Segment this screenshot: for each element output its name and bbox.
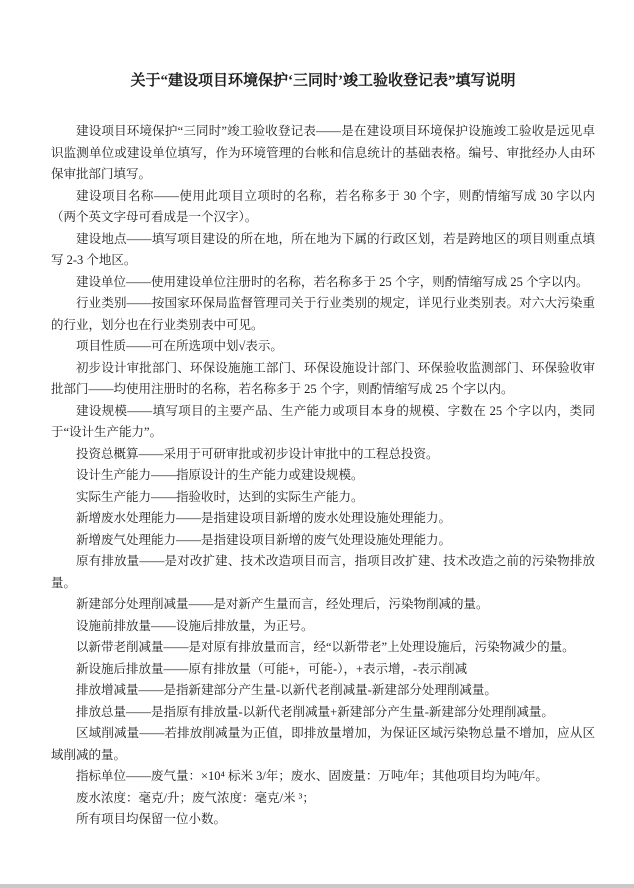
- paragraph-actual-capacity: 实际生产能力——指验收时，达到的实际生产能力。: [76, 489, 364, 504]
- document-page: [51, 70, 595, 831]
- paragraph-total-investment: 投资总概算——采用于可研审批或初步设计审批中的工程总投资。: [76, 446, 439, 461]
- paragraph-new-part-reduction: 新建部分处理削减量——是对新产生量而言，经处理后，污染物削减的量。: [76, 597, 489, 611]
- paragraph-new-wastewater-capacity: 新增废水处理能力——是指建设项目新增的废水处理设施处理能力。: [76, 511, 452, 525]
- paragraph-concentration-units: 废水浓度：毫克/升；废气浓度：毫克/米 ³；: [76, 790, 315, 805]
- paragraph-design-capacity: 设计生产能力——指原设计的生产能力或建设规模。: [76, 468, 364, 482]
- paragraph-original-emission: 原有排放量——是对改扩建、技术改造项目而言，指项目改扩建、技术改造之前的污染物排放量。: [51, 554, 595, 590]
- paragraph-construction-site: 建设地点——填写项目建设的所在地，所在地为下属的行政区划，若是跨地区的项目则重点填写 2-3 个地区。: [51, 231, 595, 267]
- paragraph-project-nature: 项目性质——可在所选项中划√表示。: [76, 339, 283, 353]
- paragraph-decimal-note: 所有项目均保留一位小数。: [76, 812, 227, 826]
- paragraph-new-wastegas-capacity: 新增废气处理能力——是指建设项目新增的废气处理设施处理能力。: [76, 532, 452, 547]
- paragraph-registration-form: 建设项目环境保护“三同时”竣工验收登记表——是在建设项目环境保护设施竣工验收是远见卓识监测单位或建设单位填写，作为环境管理的台帐和信息统计的基础表格。编号、审批经办人由环保审批部门填写。: [51, 124, 595, 181]
- paragraph-emission-change: 排放增减量——是指新建部分产生量-以新代老削减量-新建部分处理削减量。: [76, 683, 497, 697]
- page-bottom-edge: [0, 884, 634, 888]
- paragraph-post-facility-emission: 新设施后排放量——原有排放量（可能+，可能-），+表示增，-表示削减: [76, 661, 468, 676]
- paragraph-construction-unit: 建设单位——使用建设单位注册时的名称，若名称多于 25 个字，则酌情缩写成 25 个字以内。: [76, 274, 589, 289]
- paragraph-industry-category: 行业类别——按国家环保局监督管理司关于行业类别的规定，详见行业类别表。对六大污染重的行业，划分也在行业类别表中可见。: [51, 296, 595, 332]
- document-title: 关于“建设项目环境保护‘三同时’竣工验收登记表”填写说明: [130, 73, 516, 89]
- paragraph-construction-scale: 建设规模——填写项目的主要产品、生产能力或项目本身的规模、字数在 25 个字以内，类同于“设计生产能力”。: [51, 403, 595, 439]
- paragraph-pre-facility-emission: 设施前排放量——设施后排放量，为正号。: [76, 618, 314, 633]
- paragraph-regional-reduction: 区域削减量——若排放削减量为正值，即排放量增加，为保证区域污染物总量不增加，应从区域削减的量。: [51, 726, 595, 762]
- paragraph-indicator-units: 指标单位——废气量：×10⁴ 标米 3/年；废水、固废量：万吨/年；其他项目均为吨/年。: [76, 769, 548, 783]
- document-body: [51, 121, 595, 831]
- paragraph-project-name: 建设项目名称——使用此项目立项时的名称，若名称多于 30 个字，则酌情缩写成 30 字以内（两个英文字母可看成是一个汉字）。: [51, 188, 595, 224]
- paragraph-total-emission: 排放总量——是指原有排放量-以新代老削减量+新建部分产生量-新建部分处理削减量。: [76, 704, 554, 719]
- paragraph-departments: 初步设计审批部门、环保设施施工部门、环保设施设计部门、环保验收监测部门、环保验收审批部门——均使用注册时的名称，若名称多于 25 个字，则酌情缩写成 25 个字以内。: [51, 360, 595, 396]
- paragraph-old-by-new-reduction: 以新带老削减量——是对原有排放量而言，经“以新带老”上处理设施后，污染物减少的量。: [76, 640, 575, 654]
